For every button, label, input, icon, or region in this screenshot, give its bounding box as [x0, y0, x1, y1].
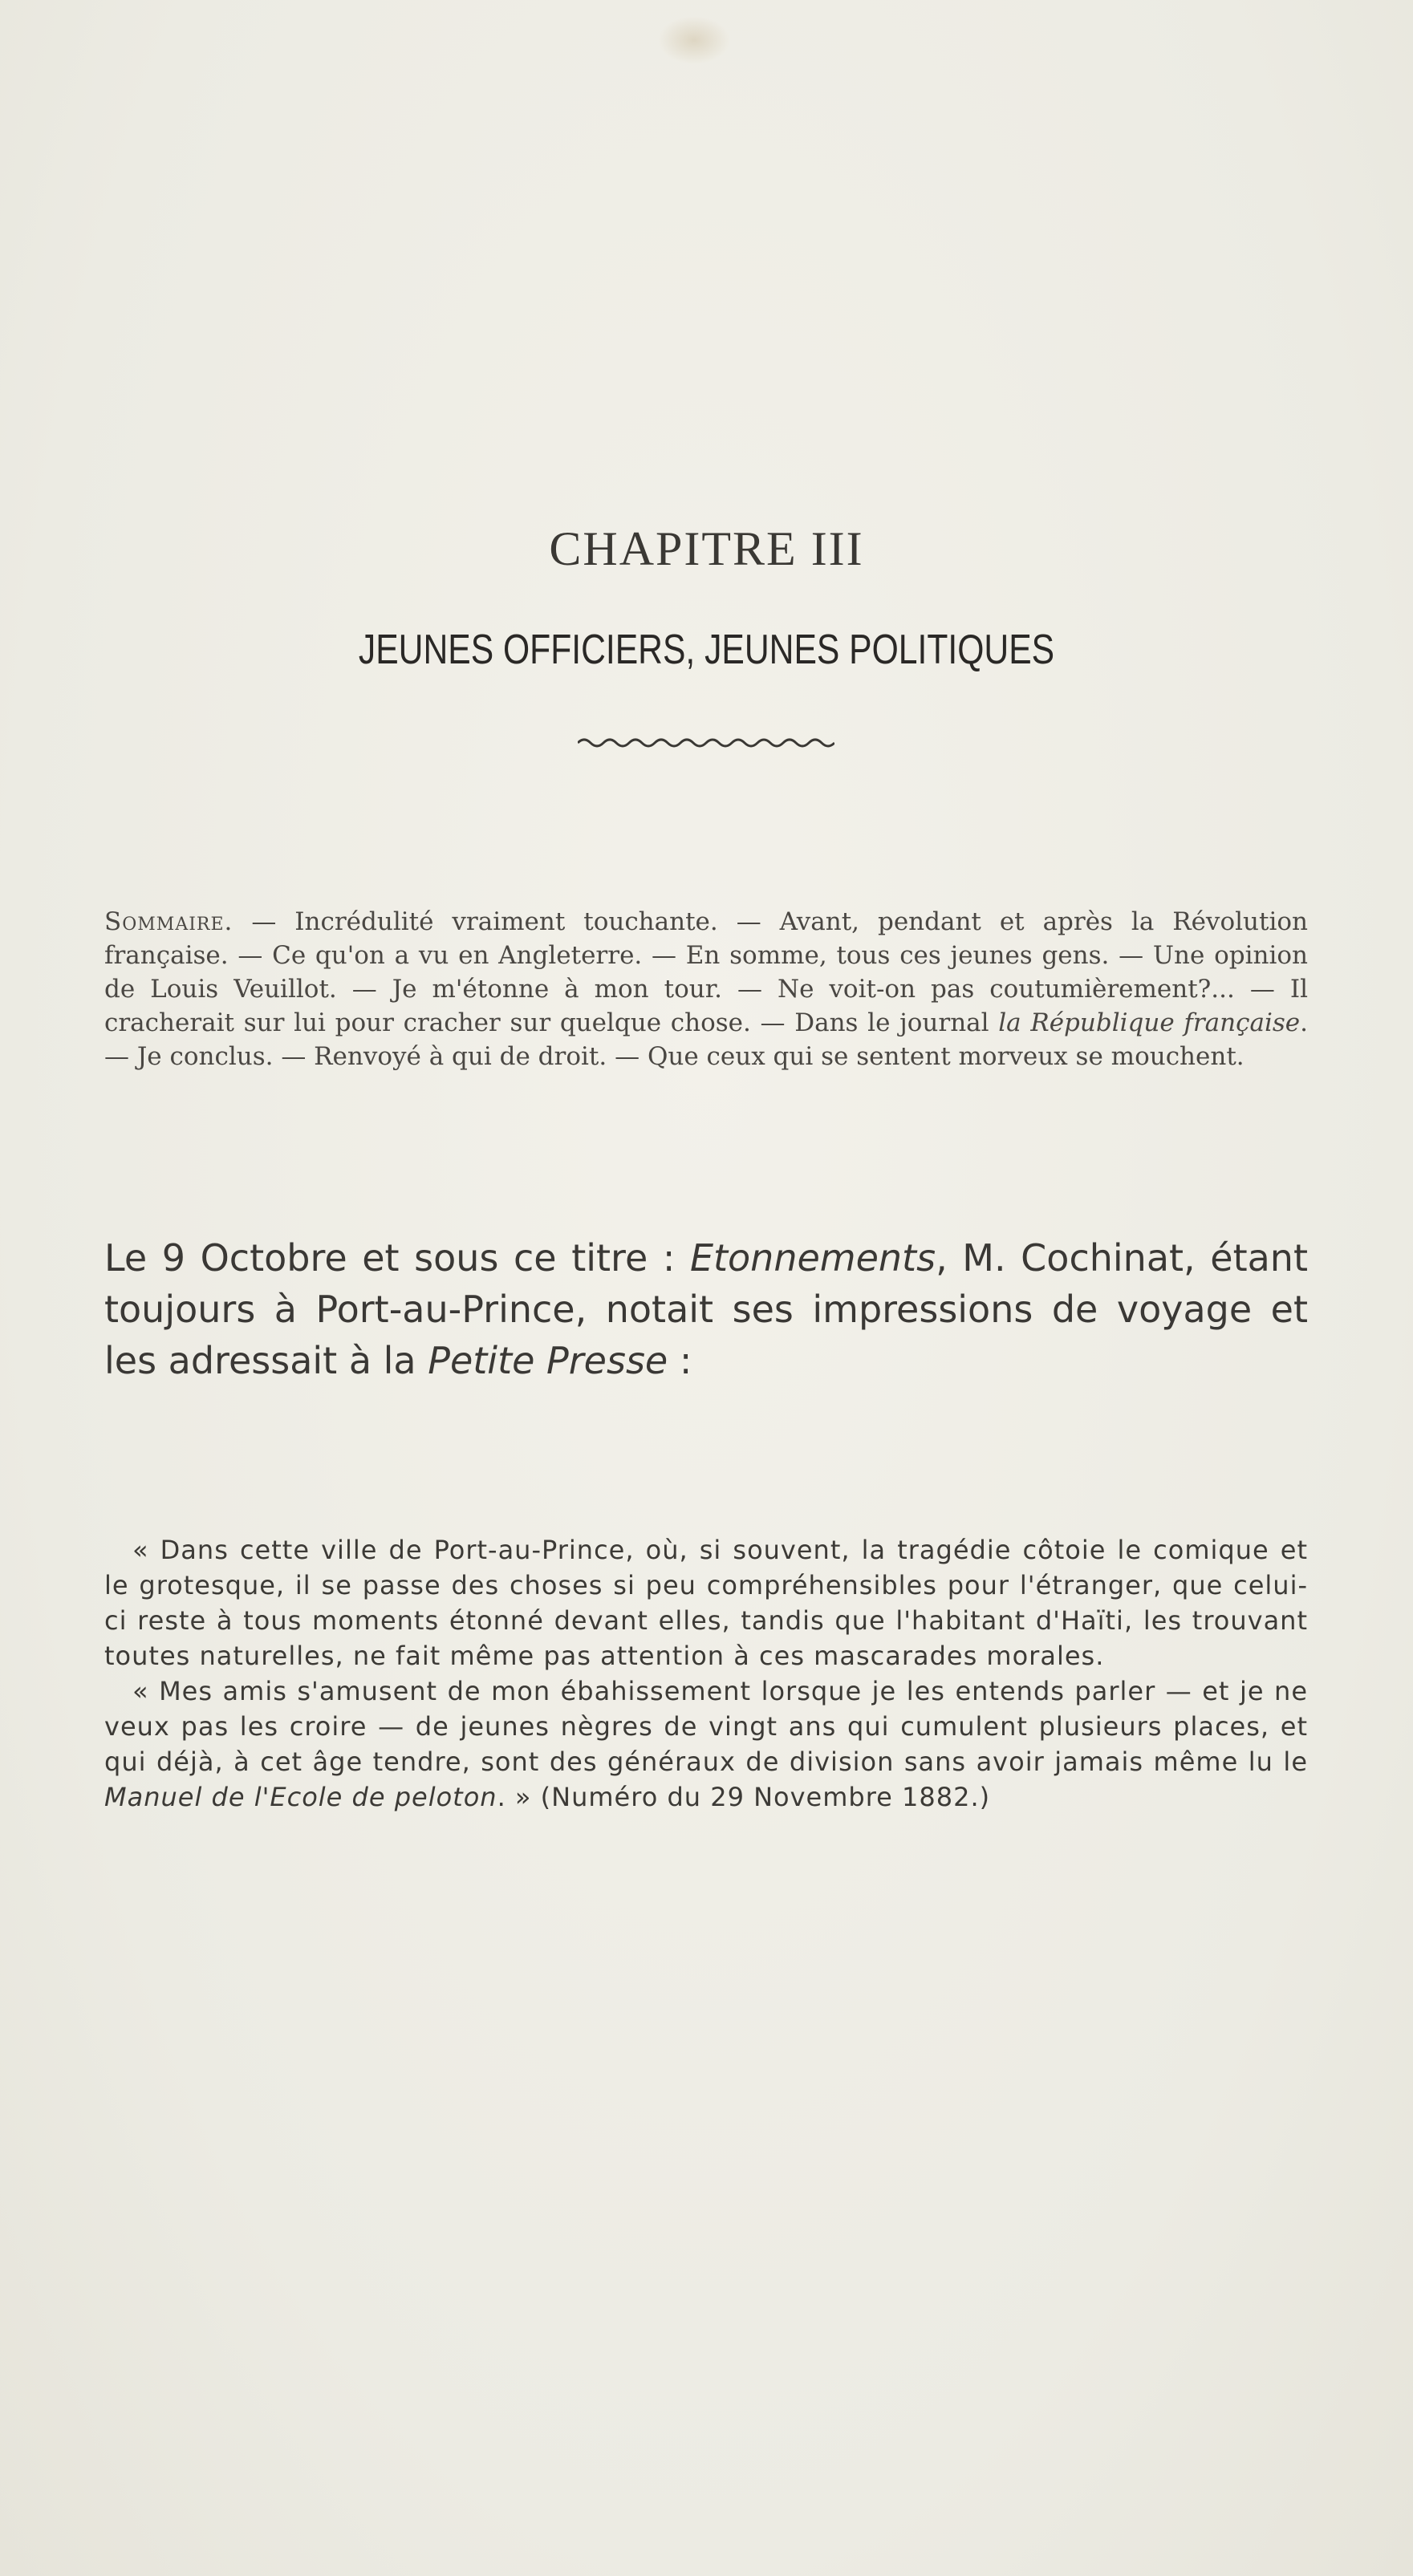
paper-stain [658, 16, 730, 64]
quoted-passage [104, 1532, 1308, 1815]
summary-text-1: — Incrédulité vraiment touchante. — Avant, pendant et après la Révolution française. — Ce qu'on a vu en Angleterre. — En somme, tous ces jeunes gens. — Une opinion de Louis Veuillot. — Je m'étonne à mon tour. — Ne voit-on pas coutumièrement?... — Il cracherait sur lui pour cracher sur quelque chose. — Dans le journal [104, 907, 1308, 1037]
chapter-subtitle: JEUNES OFFICIERS, JEUNES POLITIQUES [358, 627, 1055, 673]
quote-text-2a: « Mes amis s'amusent de mon ébahissement lorsque je les entends parler — et je ne veux pas les croire — de jeunes nègres de vingt ans qui cumulent plusieurs places, et qui déjà, à cet âge tendre, sont des généraux de division sans avoir jamais même lu le [104, 1676, 1308, 1777]
quote-text-2b: . » (Numéro du 29 Novembre 1882.) [497, 1782, 991, 1812]
lead-newspaper-name: Petite Presse [428, 1339, 668, 1382]
summary-label: Sommaire. [104, 907, 233, 936]
lead-text-3: : [668, 1339, 692, 1382]
chapter-heading: CHAPITRE III [549, 522, 864, 575]
lead-article-title: Etonnements [689, 1236, 936, 1280]
quote-paragraph-1: « Dans cette ville de Port-au-Prince, où, si souvent, la tragédie côtoie le comique et le grotesque, il se passe des choses si peu compréhensibles pour l'étranger, que celui-ci reste à tous moments étonné devant elles, tandis que l'habitant d'Haïti, les trouvant toutes naturelles, ne fait même pas attention à ces mascarades morales. [104, 1535, 1308, 1671]
chapter-summary [104, 905, 1308, 1073]
lead-paragraph [104, 1232, 1308, 1386]
quote-manual-title: Manuel de l'Ecole de peloton [104, 1782, 497, 1812]
lead-text-1: Le 9 Octobre et sous ce titre : [104, 1236, 690, 1280]
summary-text-2: . — Je conclus. — Renvoyé à qui de droit. — Que ceux qui se sentent morveux se mouchent. [104, 1008, 1308, 1071]
lead-text-2: , M. Cochinat, étant toujours à Port-au-Prince, notait ses impressions de voyage et les adressait à la [104, 1236, 1308, 1382]
summary-journal-title: la République française [998, 1008, 1301, 1037]
quote-paragraph-2 [104, 1673, 1308, 1815]
wavy-ornament-divider [578, 736, 834, 749]
